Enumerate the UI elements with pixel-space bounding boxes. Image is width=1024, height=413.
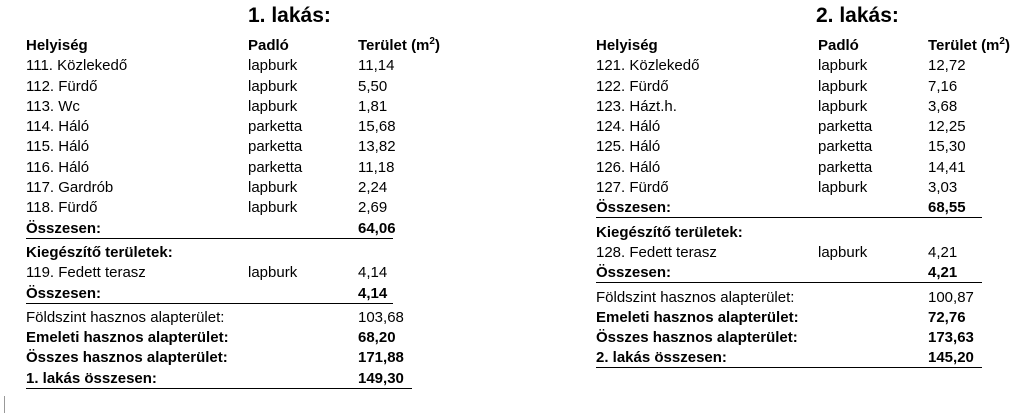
room-area: 3,68 [928, 97, 958, 115]
extra-title-text: Kiegészítő területek: [596, 223, 743, 241]
room-name: 114. Háló [26, 118, 90, 136]
total-underline [26, 388, 412, 389]
summary-area: 173,63 [928, 329, 974, 347]
summary-label: Földszint hasznos alapterület: [26, 308, 225, 326]
room-area: 15,68 [358, 118, 396, 136]
subtotal-underline [26, 303, 393, 304]
room-name: 111. Közlekedő [26, 57, 128, 75]
extra-title-text: Kiegészítő területek: [26, 243, 173, 261]
table-row [26, 137, 410, 157]
room-area: 1,81 [358, 97, 388, 115]
header-room: Helyiség [596, 37, 658, 54]
header-area [358, 36, 440, 56]
room-area: 4,21 [928, 243, 958, 261]
summary-area: 149,30 [358, 369, 404, 387]
header-area-sup: 2 [429, 36, 435, 47]
room-name: 128. Fedett terasz [596, 243, 717, 261]
floor-type: lapburk [818, 243, 868, 261]
header-area-close: ) [434, 37, 440, 54]
summary-row [26, 348, 410, 368]
table-row [596, 243, 1024, 263]
subtotal-area: 64,06 [358, 219, 396, 237]
table-row [26, 158, 410, 178]
header-floor: Padló [248, 37, 289, 54]
floor-type: parketta [248, 158, 303, 176]
apartment-title: 1. lakás: [248, 4, 331, 27]
summary-label: Összes hasznos alapterület: [26, 349, 228, 367]
summary-label: Emeleti hasznos alapterület: [26, 329, 229, 347]
room-name: 119. Fedett terasz [26, 264, 146, 282]
header-area [928, 36, 1010, 56]
table-row [26, 178, 410, 198]
table-header [26, 36, 440, 56]
room-area: 11,14 [358, 57, 395, 75]
table-header [596, 36, 1024, 56]
summary-area: 68,20 [358, 329, 396, 347]
subtotal-label: Összesen: [26, 284, 102, 302]
subtotal-row [26, 219, 410, 239]
room-area: 3,03 [928, 179, 958, 197]
summary-area: 103,68 [358, 308, 404, 326]
floor-type: lapburk [248, 97, 298, 115]
table-row [596, 117, 1024, 137]
header-area-sup: 2 [999, 36, 1005, 47]
floor-type: lapburk [248, 77, 298, 95]
floor-type: lapburk [248, 57, 298, 75]
header-area-text: Terület (m [928, 37, 1000, 54]
subtotal-row [596, 198, 1024, 218]
floor-type: parketta [818, 118, 873, 136]
room-name: 127. Fürdő [596, 179, 669, 197]
table-row [26, 198, 410, 218]
floor-type: lapburk [818, 97, 868, 115]
room-name: 124. Háló [596, 118, 661, 136]
header-room: Helyiség [26, 37, 88, 54]
summary-row [26, 328, 410, 348]
table-row [596, 77, 1024, 97]
room-area: 11,18 [358, 158, 395, 176]
floor-type: lapburk [248, 179, 298, 197]
room-area: 7,16 [928, 77, 958, 95]
table-row [26, 263, 410, 283]
summary-label: 2. lakás összesen: [596, 349, 727, 367]
room-name: 112. Fürdő [26, 77, 98, 95]
floor-type: parketta [248, 138, 303, 156]
summary-row [596, 308, 1024, 328]
room-name: 123. Házt.h. [596, 97, 677, 115]
room-area: 5,50 [358, 77, 388, 95]
extra-title [596, 223, 1024, 243]
summary-area: 72,76 [928, 308, 966, 326]
floor-type: lapburk [818, 77, 868, 95]
subtotal-underline [596, 282, 982, 283]
summary-area: 100,87 [928, 288, 974, 306]
table-row [26, 77, 410, 97]
subtotal-label: Összesen: [596, 264, 672, 282]
subtotal-area: 68,55 [928, 199, 966, 217]
page-edge [4, 396, 5, 413]
floor-type: parketta [248, 118, 303, 136]
room-area: 15,30 [928, 138, 966, 156]
rows [596, 36, 1024, 369]
floor-type: lapburk [248, 199, 298, 217]
summary-label: Emeleti hasznos alapterület: [596, 308, 799, 326]
summary-label: Földszint hasznos alapterület: [596, 288, 795, 306]
apartment-title: 2. lakás: [816, 4, 899, 27]
subtotal-area: 4,14 [358, 284, 388, 302]
header-area-close: ) [1004, 37, 1010, 54]
extra-title [26, 243, 410, 263]
room-area: 12,25 [928, 118, 966, 136]
room-area: 2,69 [358, 199, 388, 217]
table-row [26, 117, 410, 137]
floor-type: lapburk [818, 179, 868, 197]
table-row [596, 178, 1024, 198]
room-name: 113. Wc [26, 97, 80, 115]
header-floor: Padló [818, 37, 859, 54]
summary-row [596, 348, 1024, 368]
room-area: 14,41 [928, 158, 966, 176]
subtotal-label: Összesen: [26, 219, 102, 237]
floor-type: lapburk [818, 57, 868, 75]
subtotal-row [596, 263, 1024, 283]
summary-row [26, 369, 410, 389]
room-name: 122. Fürdő [596, 77, 669, 95]
room-name: 121. Közlekedő [596, 57, 700, 75]
summary-label: 1. lakás összesen: [26, 369, 157, 387]
total-underline [596, 367, 982, 368]
floor-type: parketta [818, 158, 873, 176]
summary-label: Összes hasznos alapterület: [596, 329, 798, 347]
subtotal-area: 4,21 [928, 264, 958, 282]
floor-type: parketta [818, 138, 873, 156]
subtotal-row [26, 284, 410, 304]
room-name: 115. Háló [26, 138, 90, 156]
table-row [596, 137, 1024, 157]
room-area: 2,24 [358, 179, 388, 197]
table-row [596, 158, 1024, 178]
table-row [596, 97, 1024, 117]
table-row [596, 56, 1024, 76]
table-row [26, 97, 410, 117]
header-area-text: Terület (m [358, 37, 430, 54]
summary-row [596, 288, 1024, 308]
subtotal-underline [26, 238, 393, 239]
room-area: 12,72 [928, 57, 966, 75]
room-name: 118. Fürdő [26, 199, 98, 217]
room-name: 126. Háló [596, 158, 661, 176]
rows [26, 36, 440, 389]
room-area: 4,14 [358, 264, 388, 282]
room-name: 116. Háló [26, 158, 90, 176]
subtotal-underline [596, 217, 982, 218]
summary-row [596, 328, 1024, 348]
summary-area: 145,20 [928, 349, 974, 367]
summary-row [26, 308, 410, 328]
floor-type: lapburk [248, 264, 298, 282]
summary-area: 171,88 [358, 349, 404, 367]
room-name: 125. Háló [596, 138, 661, 156]
subtotal-label: Összesen: [596, 199, 672, 217]
room-area: 13,82 [358, 138, 396, 156]
table-row [26, 56, 410, 76]
room-name: 117. Gardrób [26, 179, 114, 197]
